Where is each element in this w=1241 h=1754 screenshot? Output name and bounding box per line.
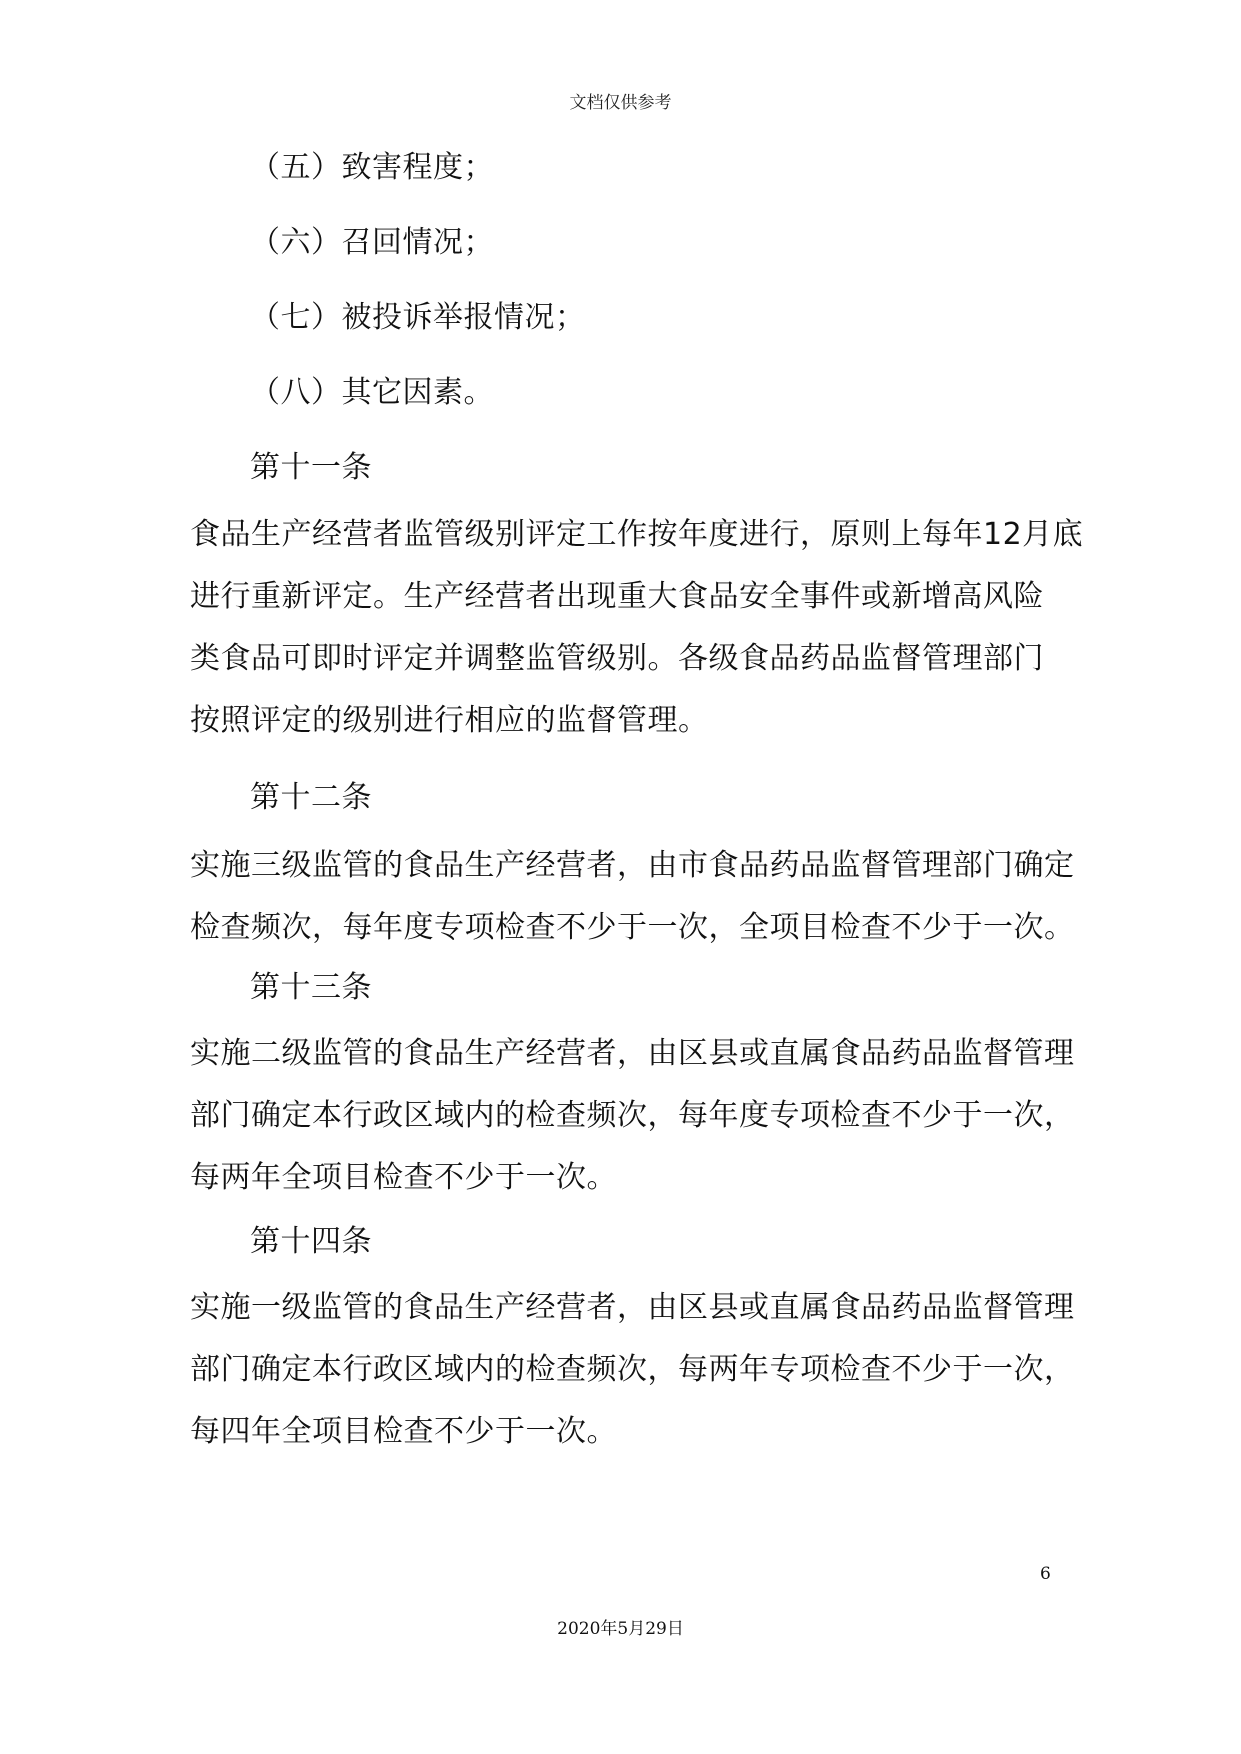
article-text-line: 食品生产经营者监管级别评定工作按年度进行，原则上每年12月底 [190,517,1084,552]
article-text-line: 每四年全项目检查不少于一次。 [190,1414,617,1449]
page-header: 文档仅供参考 [569,93,672,113]
article-text-line: 检查频次，每年度专项检查不少于一次，全项目检查不少于一次。 [190,910,1075,945]
article-text-line: 类食品可即时评定并调整监管级别。各级食品药品监督管理部门 [190,641,1044,676]
article-text-line: 部门确定本行政区域内的检查频次，每两年专项检查不少于一次， [190,1352,1075,1387]
list-item: （七）被投诉举报情况； [250,300,586,335]
article-text-line: 部门确定本行政区域内的检查频次，每年度专项检查不少于一次， [190,1098,1075,1133]
article-title: 第十四条 [250,1224,372,1259]
article-text-line: 每两年全项目检查不少于一次。 [190,1160,617,1195]
page-number: 6 [1040,1564,1051,1584]
article-text-line: 实施三级监管的食品生产经营者，由市食品药品监督管理部门确定 [190,848,1075,883]
article-title: 第十二条 [250,780,372,815]
list-item: （五）致害程度； [250,150,494,185]
article-text-line: 实施一级监管的食品生产经营者，由区县或直属食品药品监督管理 [190,1290,1075,1325]
article-title: 第十一条 [250,450,372,485]
list-item: （八）其它因素。 [250,375,494,410]
article-text-line: 按照评定的级别进行相应的监督管理。 [190,703,709,738]
footer-date: 2020年5月29日 [557,1619,684,1639]
article-text-line: 实施二级监管的食品生产经营者，由区县或直属食品药品监督管理 [190,1036,1075,1071]
article-text-line: 进行重新评定。生产经营者出现重大食品安全事件或新增高风险 [190,579,1044,614]
list-item: （六）召回情况； [250,225,494,260]
article-title: 第十三条 [250,970,372,1005]
